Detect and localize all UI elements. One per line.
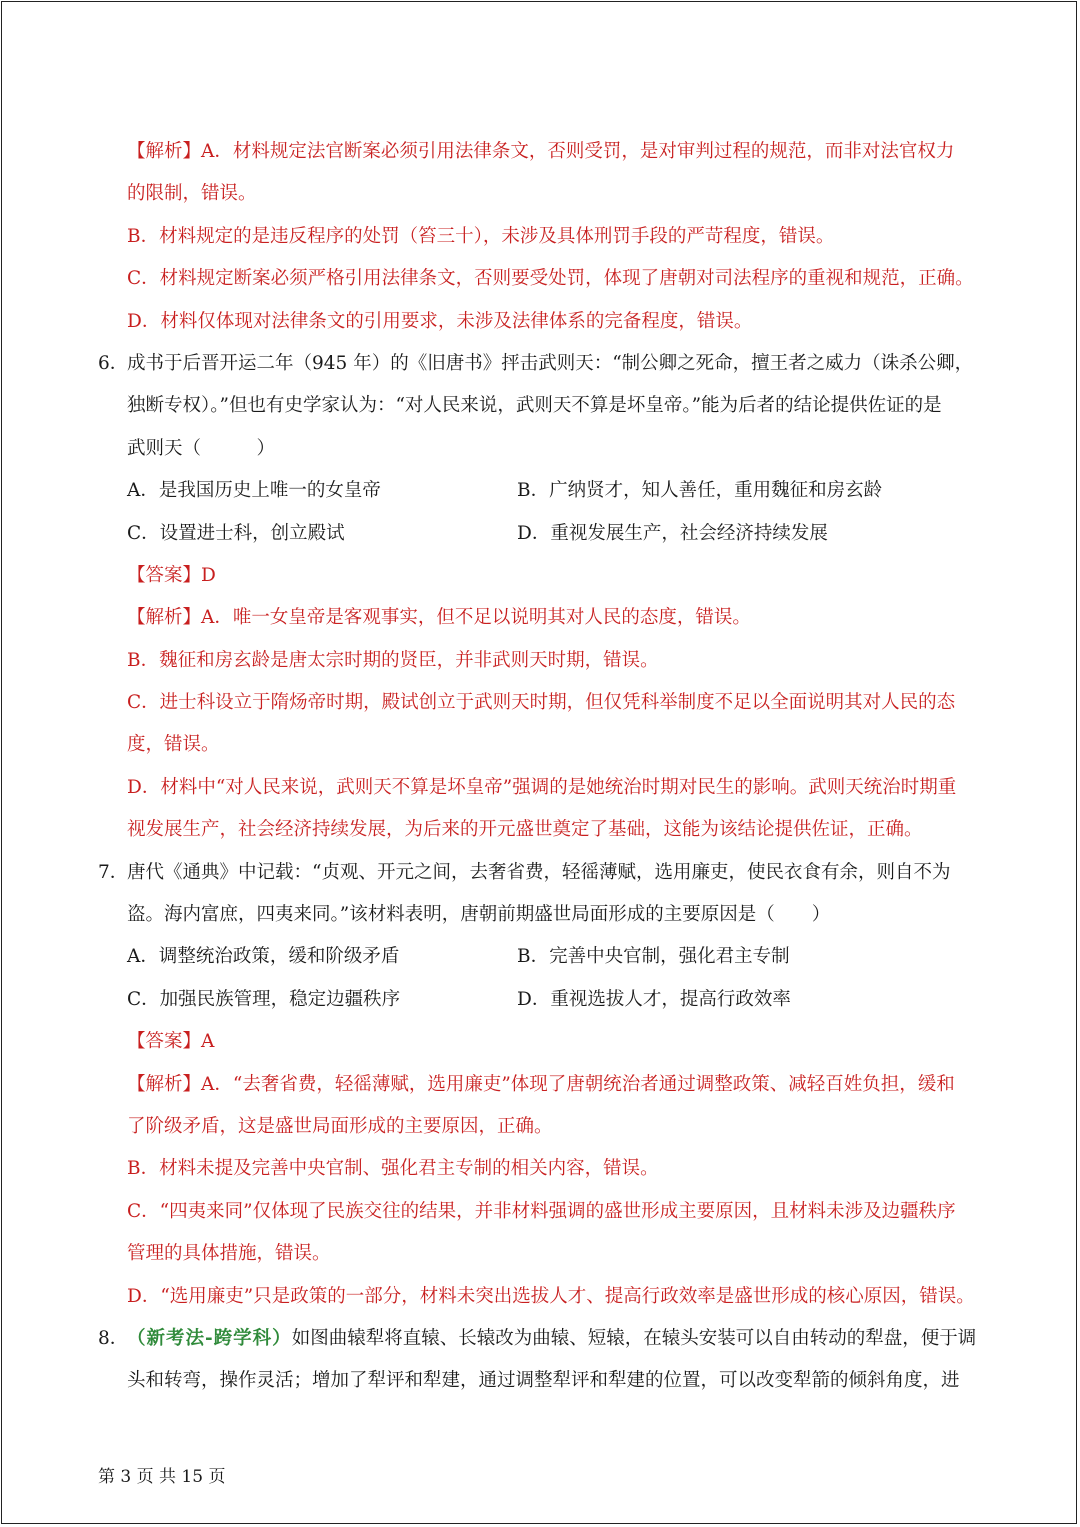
q6-option-a: A．是我国历史上唯一的女皇帝 (127, 480, 381, 502)
q7-analysis-d: D．“选用廉吏”只是政策的一部分，材料未突出选拔人才、提高行政效率是盛世形成的核心原因，错误。 (127, 1285, 975, 1307)
q5-analysis-a-line1: 【解析】A．材料规定法官断案必须引用法律条文，否则受罚，是对审判过程的规范，而非对法官权力 (127, 141, 955, 162)
q8-number: 8． (98, 1327, 129, 1349)
q7-option-a: A．调整统治政策，缓和阶级矛盾 (127, 946, 400, 968)
page-number-footer: 第 3 页 共 15 页 (98, 1467, 226, 1487)
q5-analysis-c: C．材料规定断案必须严格引用法律条文，否则要受处罚，体现了唐朝对司法程序的重视和规范，正确。 (127, 268, 974, 290)
q5-analysis-b: B．材料规定的是违反程序的处罚（笞三十），未涉及具体刑罚手段的严苛程度，错误。 (127, 225, 835, 247)
q6-analysis-d1: D．材料中“对人民来说，武则天不算是坏皇帝”强调的是她统治时期对民生的影响。武则天统治时期重 (127, 776, 957, 798)
q7-option-b: B．完善中央官制，强化君主专制 (517, 946, 790, 968)
q5-analysis-a-line2: 的限制，错误。 (127, 183, 257, 205)
q7-options-row1 (98, 936, 982, 978)
q6-stem-line2: 独断专权）。”但也有史学家认为：“对人民来说，武则天不算是坏皇帝。”能为后者的结论提供佐证的是 (127, 395, 942, 417)
q6-option-c: C．设置进士科，创立殿试 (127, 522, 345, 544)
q6-options-row1 (98, 470, 982, 512)
q7-number: 7． (98, 861, 129, 883)
q6-analysis-d2: 视发展生产，社会经济持续发展，为后来的开元盛世奠定了基础，这能为该结论提供佐证，正确。 (127, 819, 923, 841)
q6-analysis-c1: C．进士科设立于隋炀帝时期，殿试创立于武则天时期，但仅凭科举制度不足以全面说明其对人民的态 (127, 692, 956, 714)
q6-stem-text1: 成书于后晋开运二年（945 年）的《旧唐书》抨击武则天：“制公卿之死命，擅王者之威力（诛杀公卿， (127, 352, 974, 374)
q6-analysis-b: B．魏征和房玄龄是唐太宗时期的贤臣，并非武则天时期，错误。 (127, 649, 659, 671)
q7-analysis-a2: 了阶级矛盾，这是盛世局面形成的主要原因，正确。 (127, 1115, 553, 1137)
q6-analysis-c2: 度，错误。 (127, 734, 220, 756)
q6-stem-line3: 武则天（ ） (127, 437, 276, 459)
q6-option-b: B．广纳贤才，知人善任，重用魏征和房玄龄 (517, 480, 883, 502)
q7-analysis-b: B．材料未提及完善中央官制、强化君主专制的相关内容，错误。 (127, 1158, 659, 1180)
q7-option-d: D．重视选拔人才，提高行政效率 (517, 988, 791, 1010)
q6-analysis-a: 【解析】A．唯一女皇帝是客观事实，但不足以说明其对人民的态度，错误。 (127, 607, 751, 629)
q7-option-c: C．加强民族管理，稳定边疆秩序 (127, 988, 401, 1010)
q7-stem-line1 (98, 852, 982, 894)
q7-options-row2 (98, 979, 982, 1021)
q6-answer: 【答案】D (127, 564, 216, 586)
q8-stem-line2: 头和转弯，操作灵活；增加了犁评和犁建，通过调整犁评和犁建的位置，可以改变犁箭的倾斜角度，进 (127, 1370, 960, 1392)
document-body (98, 131, 982, 1403)
q7-stem-line2: 盗。海内富庶，四夷来同。”该材料表明，唐朝前期盛世局面形成的主要原因是（ ） (127, 904, 831, 926)
q7-analysis-a1: 【解析】A．“去奢省费，轻徭薄赋，选用廉吏”体现了唐朝统治者通过调整政策、减轻百姓负担，缓和 (127, 1073, 955, 1095)
q8-stem-text1: 如图曲辕犁将直辕、长辕改为曲辕、短辕，在辕头安装可以自由转动的犁盘，便于调 (291, 1327, 977, 1349)
q7-analysis-c1: C．“四夷来同”仅体现了民族交往的结果，并非材料强调的盛世形成主要原因，且材料未涉及边疆秩序 (127, 1200, 956, 1222)
q5-analysis-d: D．材料仅体现对法律条文的引用要求，未涉及法律体系的完备程度，错误。 (127, 310, 753, 332)
q8-tag: （新考法-跨学科） (127, 1327, 292, 1349)
q6-options-row2 (98, 513, 982, 555)
q8-stem-line1 (98, 1318, 982, 1360)
q7-stem-text1: 唐代《通典》中记载：“贞观、开元之间，去奢省费，轻徭薄赋，选用廉吏，使民衣食有余，则自不为 (127, 861, 951, 883)
q7-answer: 【答案】A (127, 1031, 215, 1053)
q6-stem-line1 (98, 343, 982, 385)
q6-number: 6． (98, 352, 129, 374)
q6-option-d: D．重视发展生产，社会经济持续发展 (517, 522, 828, 544)
q7-analysis-c2: 管理的具体措施，错误。 (127, 1243, 331, 1265)
